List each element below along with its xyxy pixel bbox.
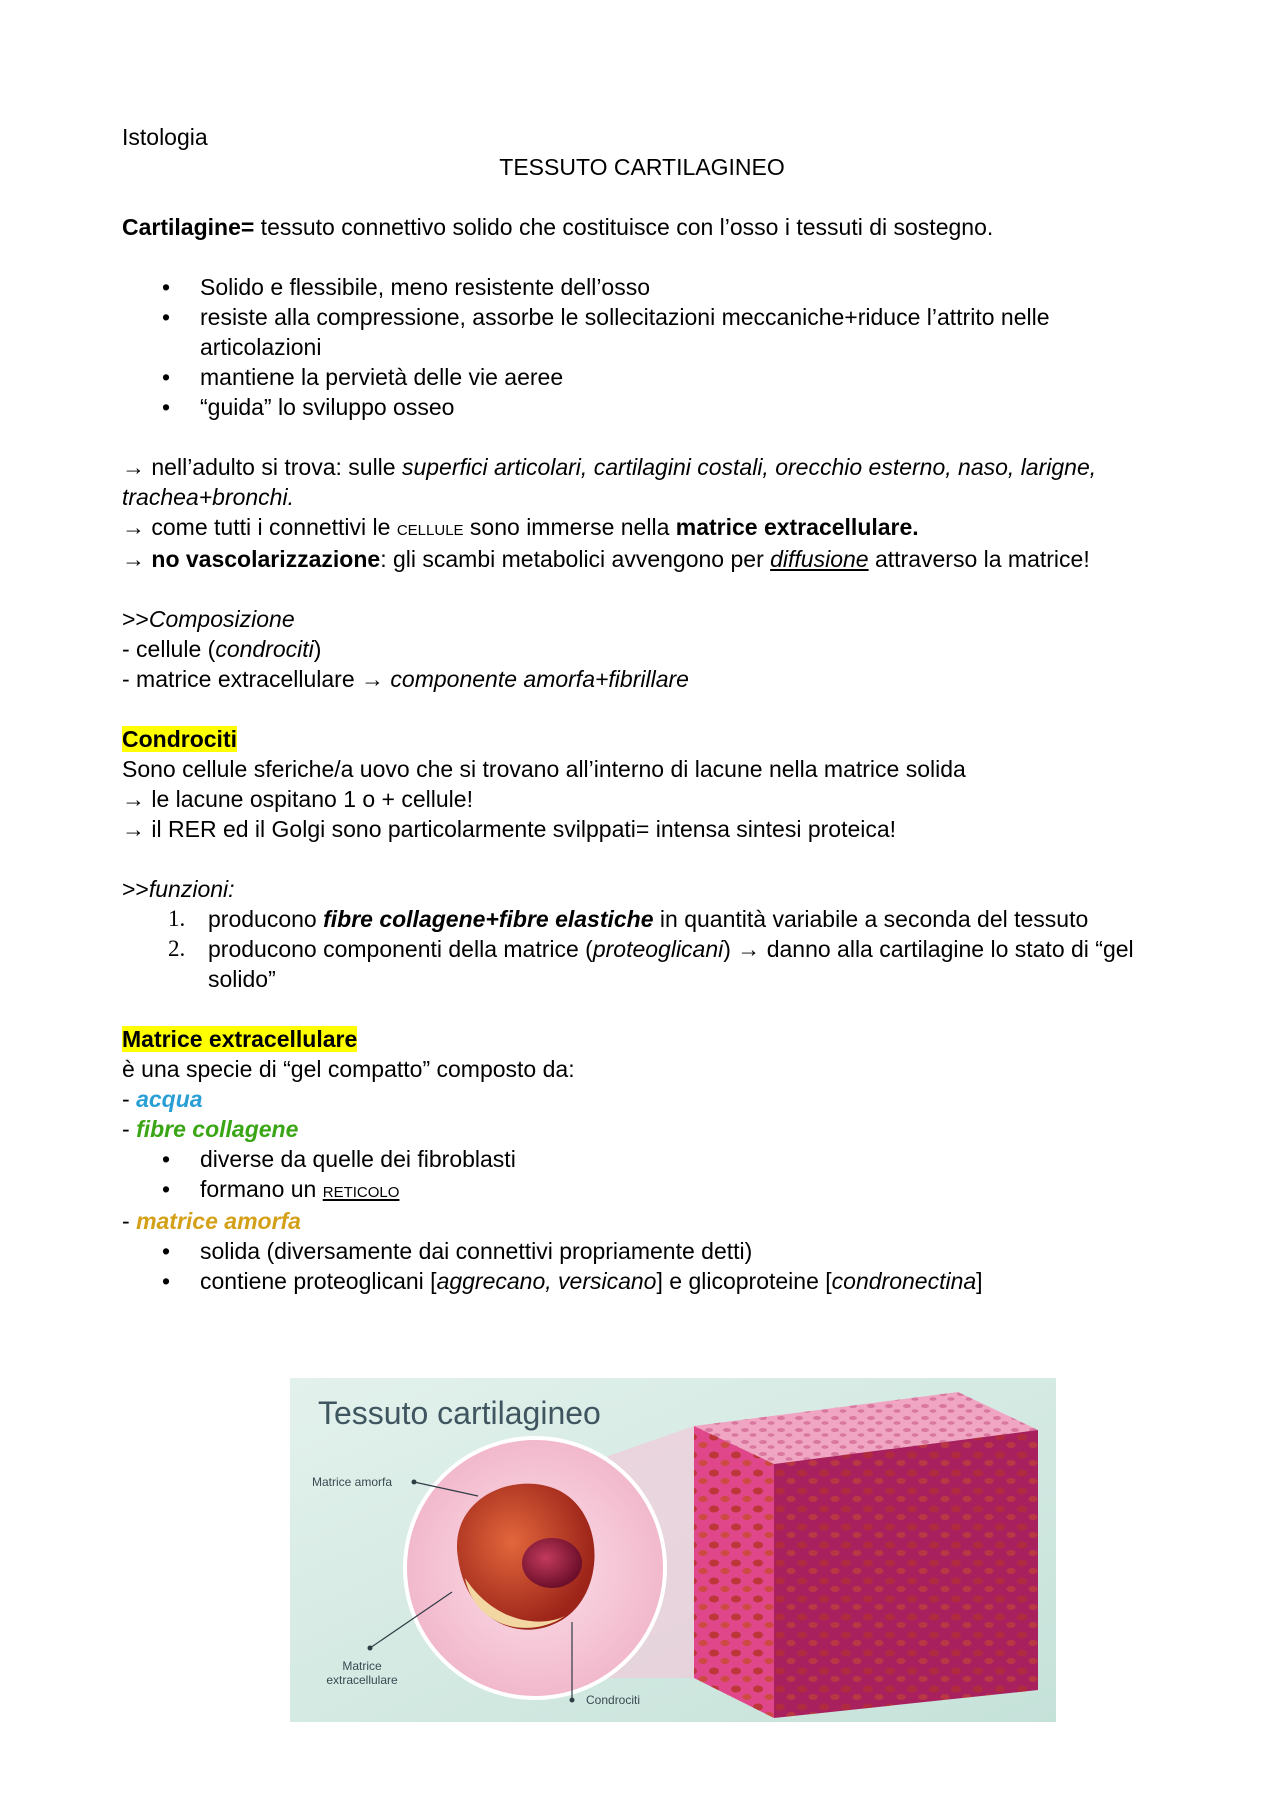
list-item: • resiste alla compressione, assorbe le sollecitazioni meccaniche+riduce l’attrito nelle articolazioni [122, 302, 1162, 362]
label-matrix-amorphous: Matrice amorfa [312, 1475, 393, 1489]
list-item: • mantiene la pervietà delle vie aeree [122, 362, 1162, 392]
tissue-block-front-texture [694, 1426, 774, 1718]
label-dot [570, 1698, 575, 1703]
label-dot [412, 1480, 417, 1485]
note-cells: → come tutti i connettivi le cellule sono immerse nella matrice extracellulare. [122, 514, 919, 540]
list-item: • diverse da quelle dei fibroblasti [122, 1144, 1162, 1174]
matrix-fibers: - fibre collagene [122, 1116, 299, 1142]
label-dot [368, 1646, 373, 1651]
definition-text: tessuto connettivo solido che costituisce con l’osso i tessuti di sostegno. [254, 214, 994, 240]
matrix-heading: Matrice extracellulare [122, 1026, 358, 1052]
cell-nucleus [522, 1538, 582, 1588]
chondrocytes-line: Sono cellule sferiche/a uovo che si trovano all’interno di lacune nella matrice solida [122, 756, 966, 782]
label-matrix-extracellular-2: extracellulare [326, 1673, 398, 1687]
label-matrix-extracellular-1: Matrice [342, 1659, 382, 1673]
matrix-water: - acqua [122, 1086, 203, 1112]
list-item: 1. producono fibre collagene+fibre elastiche in quantità variabile a seconda del tessuto [168, 906, 1089, 932]
definition-term: Cartilagine= [122, 214, 255, 240]
properties-list [122, 272, 1162, 422]
composition-matrix: - matrice extracellulare → componente amorfa+fibrillare [122, 666, 689, 692]
label-chondrocytes: Condrociti [586, 1693, 641, 1707]
list-item: • contiene proteoglicani [aggrecano, versicano] e glicoproteine [condronectina] [122, 1266, 1162, 1296]
note-vascularization: → no vascolarizzazione: gli scambi metabolici avvengono per diffusione attraverso la matrice! [122, 546, 1090, 572]
definition [122, 212, 1162, 242]
cartilage-illustration [290, 1378, 1056, 1722]
list-item: • “guida” lo sviluppo osseo [122, 392, 1162, 422]
composition-heading: >>Composizione [122, 606, 295, 632]
functions-heading: >>funzioni: [122, 876, 235, 902]
list-item: 2. producono componenti della matrice (proteoglicani) → danno alla cartilagine lo stato di “gel solido” [168, 936, 1134, 992]
fibers-list [122, 1144, 1162, 1206]
amorphous-list [122, 1236, 1162, 1296]
chondrocytes-heading: Condrociti [122, 726, 237, 752]
tissue-block-side-texture [774, 1430, 1038, 1718]
list-item: • formano un reticolo [122, 1174, 1162, 1206]
matrix-amorphous: - matrice amorfa [122, 1208, 301, 1234]
functions-list [122, 904, 1162, 994]
document-body [122, 122, 1162, 1296]
list-item: • Solido e flessibile, meno resistente dell’osso [122, 272, 1162, 302]
list-item: • solida (diversamente dai connettivi propriamente detti) [122, 1236, 1162, 1266]
composition-cells: - cellule (condrociti) [122, 636, 322, 662]
matrix-intro: è una specie di “gel compatto” composto da: [122, 1056, 575, 1082]
figure-title: Tessuto cartilagineo [318, 1395, 601, 1431]
page-title: TESSUTO CARTILAGINEO [499, 154, 785, 180]
header-label: Istologia [122, 124, 208, 150]
chondrocytes-line: → le lacune ospitano 1 o + cellule! [122, 786, 473, 812]
note-location: → nell’adulto si trova: sulle superfici articolari, cartilagini costali, orecchio esterno, naso, larigne, trachea+bronchi. [122, 454, 1097, 510]
chondrocytes-line: → il RER ed il Golgi sono particolarmente svilppati= intensa sintesi proteica! [122, 816, 897, 842]
cartilage-diagram [290, 1378, 1056, 1722]
